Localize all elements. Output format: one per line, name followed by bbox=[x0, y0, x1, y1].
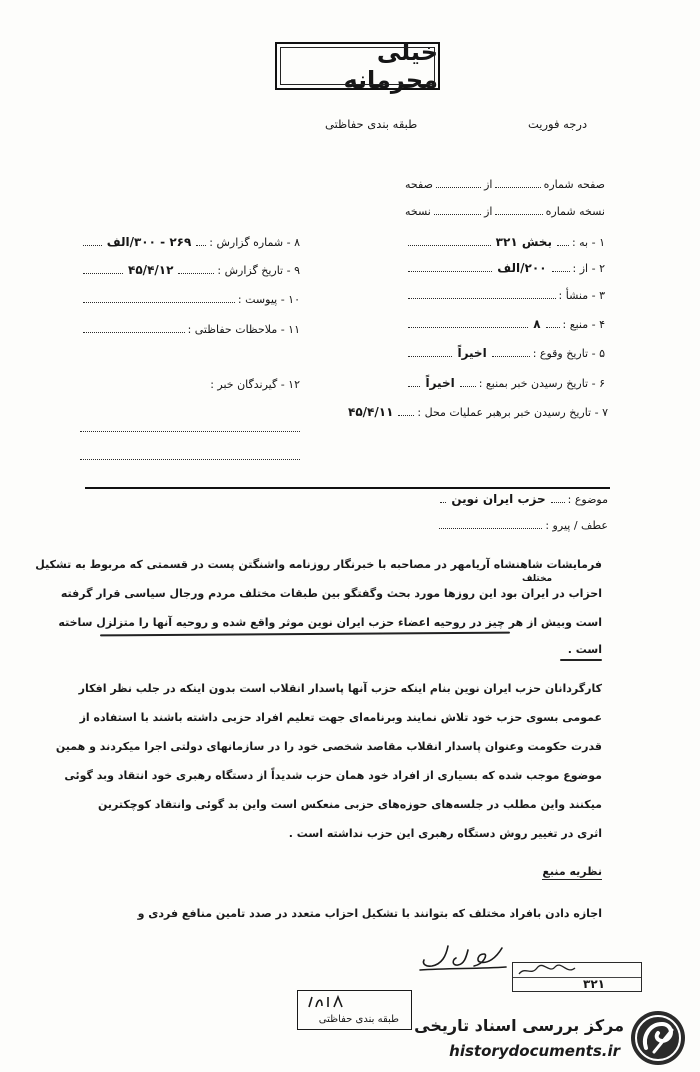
subject-value: حزب ایران نوین bbox=[451, 492, 546, 506]
copy-total-dots bbox=[434, 213, 481, 215]
body-line-2: احزاب در ایران بود این روزها مورد بحث وگفتگو بین طبقات مختلف مردم ورجال سیاسی قرار گرفته bbox=[60, 587, 602, 600]
field-source-lead-dots bbox=[546, 326, 560, 328]
registration-stamp-divider bbox=[513, 977, 641, 978]
field-origin bbox=[405, 289, 605, 302]
field-report-date-tail-dots bbox=[83, 272, 123, 274]
footer-classification-label: طبقه بندی حفاظتی bbox=[318, 1014, 399, 1025]
archive-logo-icon bbox=[628, 1008, 688, 1068]
field-event-date bbox=[405, 346, 605, 360]
field-event-date-label: ۵ - تاریخ وقوع : bbox=[532, 347, 605, 360]
watermark-url: historydocuments.ir bbox=[449, 1042, 620, 1060]
page-number-dots bbox=[495, 186, 540, 188]
field-attachment bbox=[80, 293, 300, 306]
field-event-date-lead-dots bbox=[492, 355, 530, 357]
field-attachment-label: ۱۰ - پیوست : bbox=[237, 293, 300, 306]
watermark-archive-name: مرکز بررسی اسناد تاریخی bbox=[414, 1016, 624, 1035]
registration-stamp bbox=[512, 962, 642, 992]
body-line-10: اثری در تغییر روش دستگاه رهبری این حزب نداشته است . bbox=[288, 827, 602, 840]
field-from-tail-dots bbox=[408, 270, 492, 272]
reference-dots bbox=[439, 527, 542, 529]
registration-stamp-scribble bbox=[517, 964, 577, 977]
field-event-date-tail-dots bbox=[408, 355, 452, 357]
subject-tail-dots bbox=[440, 501, 446, 503]
field-report-date-label: ۹ - تاریخ گزارش : bbox=[217, 264, 300, 277]
field-source bbox=[405, 317, 605, 331]
subject-lead-dots bbox=[551, 501, 565, 503]
page-of-label: از bbox=[484, 178, 493, 191]
field-local-ops-received-date-value: ۴۵/۴/۱۱ bbox=[348, 405, 394, 419]
recipients-dotted-line-2 bbox=[80, 458, 300, 460]
classification-label: طبقه بندی حفاظتی bbox=[325, 117, 418, 131]
recipients-dotted-line-1 bbox=[80, 430, 300, 432]
field-report-number-label: ۸ - شماره گزارش : bbox=[209, 236, 300, 249]
field-source-received-date-value: اخیراً bbox=[425, 376, 455, 390]
copy-of-label: از bbox=[484, 205, 493, 218]
body-line-7: قدرت حکومت وعنوان پاسدار انقلاب مقاصد شخصی خود را در سازمانهای دولتی اجرا میکردند و همین bbox=[55, 740, 602, 753]
field-source-received-date-lead-dots bbox=[460, 385, 476, 387]
header-divider bbox=[85, 487, 610, 489]
copy-number-dots bbox=[495, 213, 542, 215]
reference-row bbox=[436, 519, 608, 532]
footer-classification-box bbox=[297, 990, 412, 1030]
field-from-value: ۲۰۰/الف bbox=[497, 261, 547, 275]
copy-number-label: نسخه شماره bbox=[545, 205, 605, 218]
page-number-row bbox=[405, 178, 605, 191]
body-line-4: است . bbox=[567, 643, 602, 656]
field-source-label: ۴ - منبع : bbox=[562, 318, 605, 331]
subject-row bbox=[448, 492, 608, 506]
field-report-number bbox=[80, 235, 300, 249]
source-opinion-line: اجازه دادن بافراد مختلف که بتوانند با تشکیل احزاب متعدد در صدد تامین منافع فردی و bbox=[137, 907, 602, 920]
field-attachment-dots bbox=[83, 301, 235, 303]
field-source-value: ۸ bbox=[533, 317, 541, 331]
field-report-number-lead-dots bbox=[196, 244, 206, 246]
field-from bbox=[405, 261, 605, 275]
classification-stamp-text: خیلی محرمانه bbox=[343, 38, 438, 94]
source-opinion-heading: نظریه منبع bbox=[542, 865, 602, 878]
body-line-4-underline bbox=[560, 659, 602, 661]
field-from-label: ۲ - از : bbox=[572, 262, 605, 275]
field-recipients-label: ۱۲ - گیرندگان خبر : bbox=[210, 378, 300, 391]
field-to-lead-dots bbox=[557, 244, 569, 246]
body-line-8: موضوع موجب شده که بسیاری از افراد خود همان حزب شدیداً از دستگاه رهبری خود انتقاد وبد گوئی bbox=[64, 769, 602, 782]
field-event-date-value: اخیراً bbox=[457, 346, 487, 360]
field-to-tail-dots bbox=[408, 244, 491, 246]
field-local-ops-received-date bbox=[346, 405, 608, 419]
body-line-1: فرمایشات شاهنشاه آریامهر در مصاحبه با خبرنگار روزنامه واشنگتن پست در قسمتی که مربوط به تشکیل bbox=[35, 558, 602, 571]
field-security-notes-dots bbox=[83, 331, 185, 333]
field-source-tail-dots bbox=[408, 326, 528, 328]
body-line-5: کارگردانان حزب ایران نوین بنام اینکه حزب آنها پاسدار انقلاب است بدون اینکه در جلب نظر افکار bbox=[78, 682, 602, 695]
registration-stamp-number: ۳۲۱ bbox=[583, 977, 605, 991]
handwritten-signature bbox=[418, 940, 508, 976]
field-security-notes-label: ۱۱ - ملاحظات حفاظتی : bbox=[187, 323, 300, 336]
field-to bbox=[405, 235, 605, 249]
footer-classification-scribble bbox=[306, 994, 346, 1010]
field-report-date-value: ۴۵/۴/۱۲ bbox=[128, 263, 174, 277]
field-to-label: ۱ - به : bbox=[571, 236, 605, 249]
copy-unit-label: نسخه bbox=[405, 205, 431, 218]
field-source-received-date-label: ۶ - تاریخ رسیدن خبر بمنبع : bbox=[478, 377, 605, 390]
body-line-3: است وبیش از هر چیز در روحیه اعضاء حزب ایران نوین موثر واقع شده و روحیه آنها را متزلزل ساخته bbox=[58, 616, 602, 629]
field-origin-dots bbox=[408, 297, 556, 299]
field-local-ops-received-date-dots bbox=[398, 414, 414, 416]
field-report-number-value: ۲۶۹ - ۳۰۰/الف bbox=[106, 235, 192, 249]
field-recipients bbox=[80, 378, 300, 391]
body-line-9: میکنند واین مطلب در جلسه‌های حوزه‌های حزبی منعکس است واین بد گوئی وانتقاد کوچکترین bbox=[98, 798, 602, 811]
field-report-date-lead-dots bbox=[178, 272, 214, 274]
reference-label: عطف / پیرو : bbox=[545, 519, 608, 532]
body-line-6: عمومی بسوی حزب خود تلاش نمایند وبرنامه‌ای جهت تعلیم افراد حزبی داشته باشند با استفاده از bbox=[79, 711, 602, 724]
field-source-received-date-tail-dots bbox=[408, 385, 420, 387]
field-source-received-date bbox=[405, 376, 605, 390]
urgency-label: درجه فوریت bbox=[528, 117, 588, 131]
field-from-lead-dots bbox=[552, 270, 570, 272]
subject-label: موضوع : bbox=[567, 493, 608, 506]
field-to-value: بخش ۳۲۱ bbox=[495, 235, 552, 249]
field-origin-label: ۳ - منشأ : bbox=[558, 289, 605, 302]
copy-number-row bbox=[405, 205, 605, 218]
page-number-label: صفحه شماره bbox=[543, 178, 605, 191]
body-line-3-underline bbox=[100, 632, 510, 636]
classification-stamp bbox=[275, 38, 440, 94]
field-report-date bbox=[80, 263, 300, 277]
body-insertion: مختلف bbox=[522, 574, 553, 584]
field-local-ops-received-date-label: ۷ - تاریخ رسیدن خبر برهبر عملیات محل : bbox=[417, 406, 608, 419]
field-report-number-tail-dots bbox=[83, 244, 102, 246]
field-security-notes bbox=[80, 323, 300, 336]
page-total-dots bbox=[436, 186, 481, 188]
page-unit-label: صفحه bbox=[405, 178, 433, 191]
